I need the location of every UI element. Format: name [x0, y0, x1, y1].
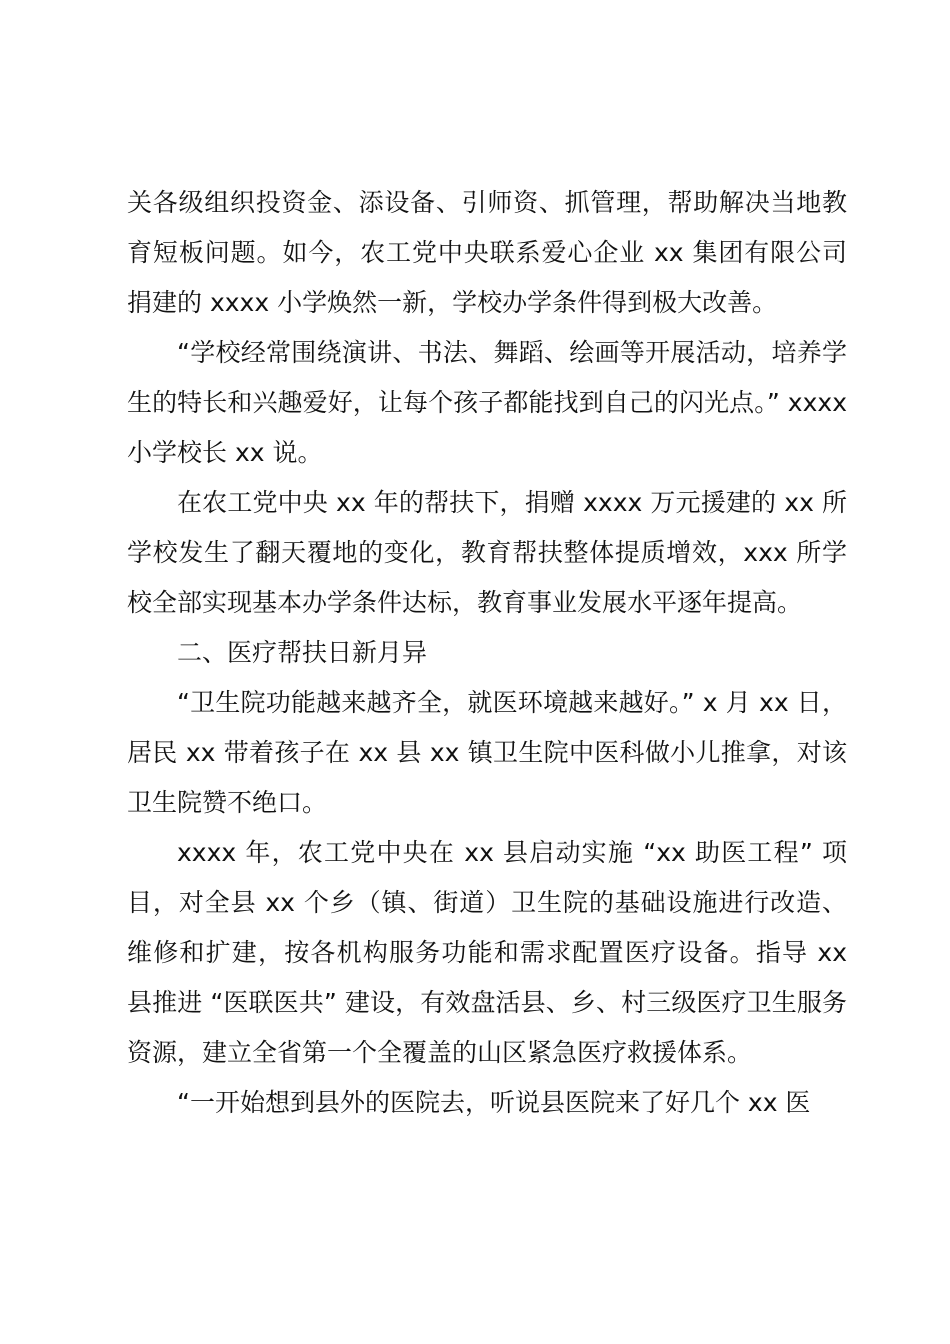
paragraph-continued: 关各级组织投资金、添设备、引师资、抓管理，帮助解决当地教育短板问题。如今，农工党中央联系爱心企业 xx 集团有限公司捐建的 xxxx 小学焕然一新，学校办学条件得到极大改善。 [127, 188, 847, 317]
document-body [127, 178, 847, 1128]
paragraph-quote-resident: “卫生院功能越来越齐全，就医环境越来越好。” x 月 xx 日，居民 xx 带着孩子在 xx 县 xx 镇卫生院中医科做小儿推拿，对该卫生院赞不绝口。 [127, 688, 847, 817]
paragraph-quote-principal: “学校经常围绕演讲、书法、舞蹈、绘画等开展活动，培养学生的特长和兴趣爱好，让每个孩子都能找到自己的闪光点。” xxxx 小学校长 xx 说。 [127, 338, 847, 467]
section-heading-medical: 二、医疗帮扶日新月异 [177, 638, 428, 667]
paragraph-education-results: 在农工党中央 xx 年的帮扶下，捐赠 xxxx 万元援建的 xx 所学校发生了翻天覆地的变化，教育帮扶整体提质增效，xxx 所学校全部实现基本办学条件达标，教育事业发展水平逐年提高。 [127, 488, 847, 617]
paragraph-quote-hospital: “一开始想到县外的医院去，听说县医院来了好几个 xx 医 [177, 1088, 811, 1117]
paragraph-medical-project: xxxx 年，农工党中央在 xx 县启动实施 “xx 助医工程” 项目，对全县 xx 个乡（镇、街道）卫生院的基础设施进行改造、维修和扩建，按各机构服务功能和需求配置医疗设备。指导 xx 县推进 “医联医共” 建设，有效盘活县、乡、村三级医疗卫生服务资源，建立全省第一个全覆盖的山区紧急医疗救援体系。 [127, 838, 847, 1067]
